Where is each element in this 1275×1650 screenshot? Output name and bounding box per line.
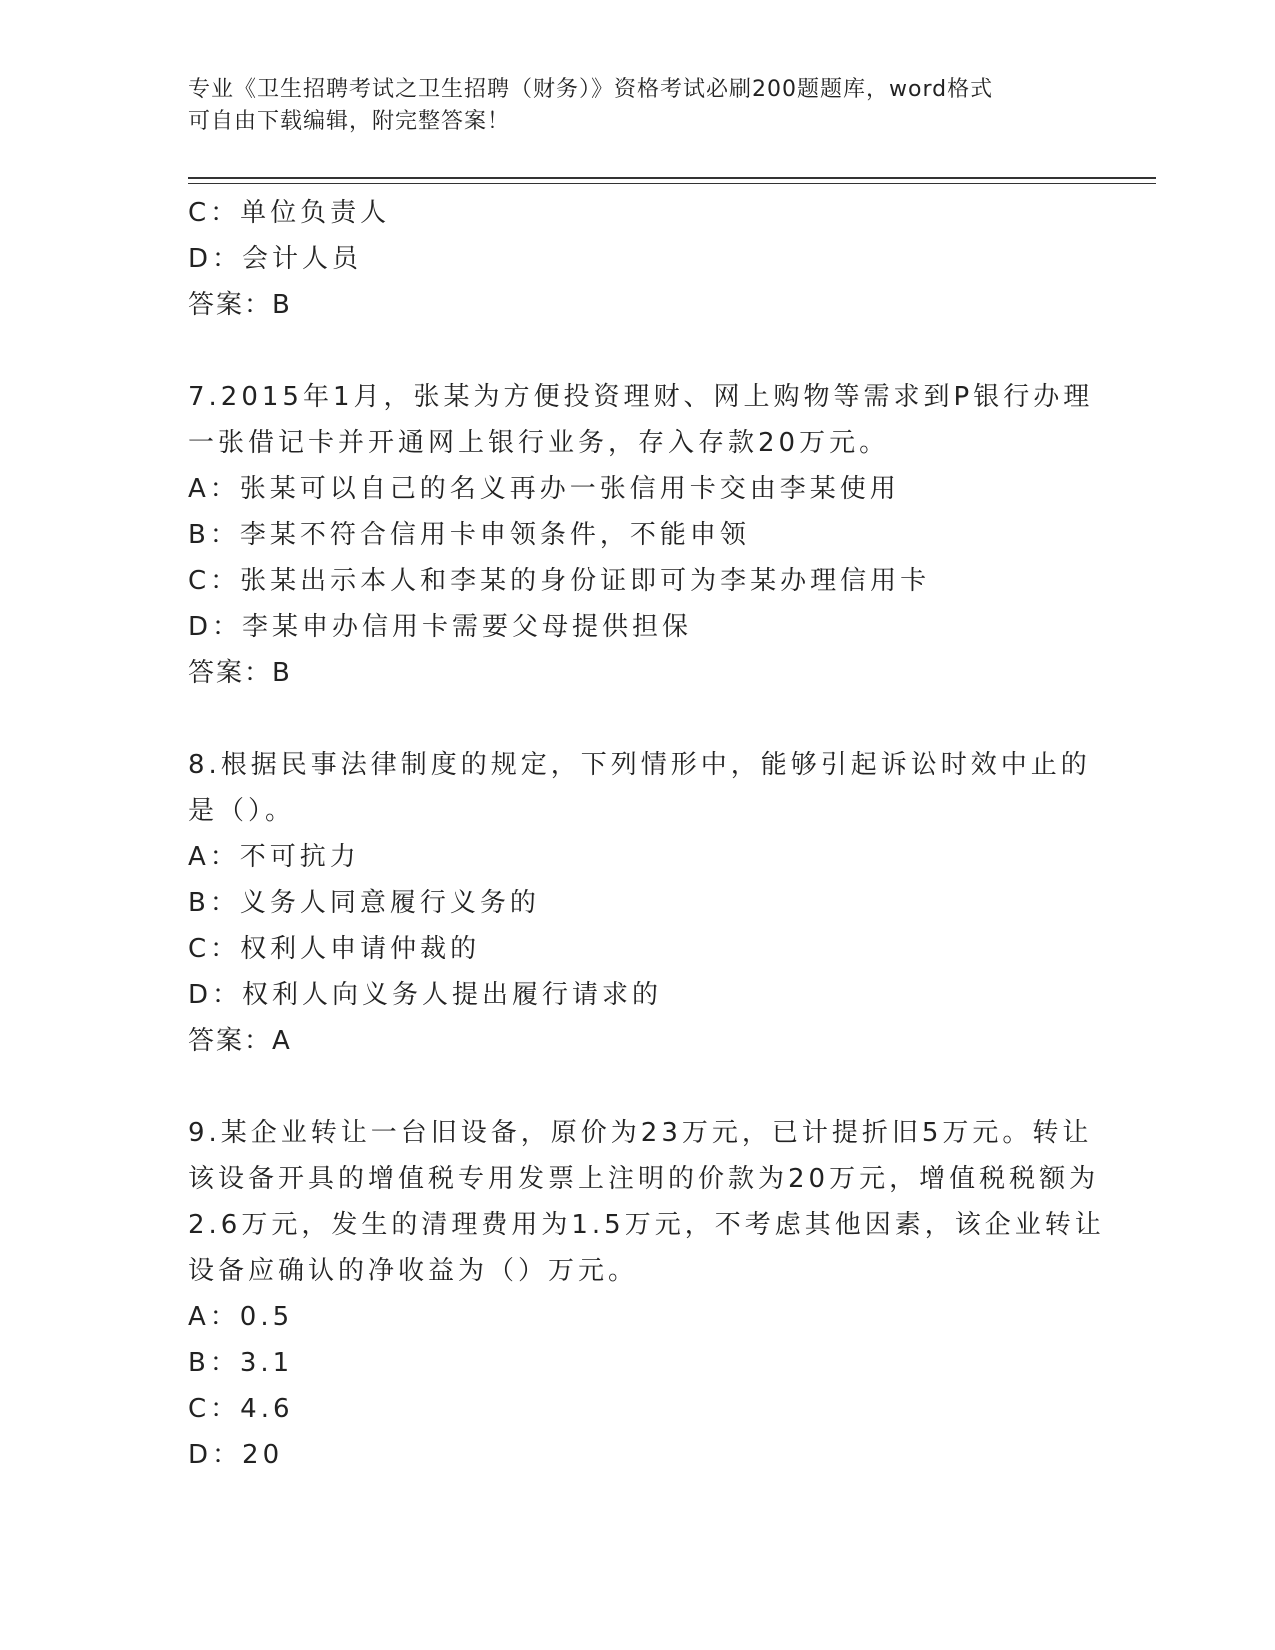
question-content: [188, 190, 1105, 1478]
option-c: C：权利人申请仲裁的: [188, 934, 481, 964]
option-b: B：义务人同意履行义务的: [188, 888, 540, 918]
option-d: D：会计人员: [188, 244, 363, 274]
question-9: [188, 1110, 1105, 1478]
spacer: [188, 1064, 1088, 1110]
question-stem-line: 2.6万元，发生的清理费用为1.5万元，不考虑其他因素，该企业转让: [188, 1210, 1105, 1240]
question-stem-line: 7.2015年1月，张某为方便投资理财、网上购物等需求到P银行办理: [188, 382, 1094, 412]
option-a: A：张某可以自己的名义再办一张信用卡交由李某使用: [188, 474, 900, 504]
answer-line: 答案：A: [188, 1026, 292, 1056]
option-d: D：20: [188, 1440, 284, 1470]
option-d: D：权利人向义务人提出履行请求的: [188, 980, 663, 1010]
option-d: D：李某申办信用卡需要父母提供担保: [188, 612, 693, 642]
spacer: [188, 328, 1088, 374]
spacer: [188, 696, 1088, 742]
option-c: C：4.6: [188, 1394, 294, 1424]
question-stem-line: 一张借记卡并开通网上银行业务，存入存款20万元。: [188, 428, 890, 458]
answer-line: 答案：B: [188, 658, 292, 688]
previous-question-tail: [188, 190, 1088, 328]
header-divider-thin: [188, 183, 1156, 184]
question-7: [188, 374, 1094, 696]
option-c: C：张某出示本人和李某的身份证即可为李某办理信用卡: [188, 566, 931, 596]
option-a: A：不可抗力: [188, 842, 360, 872]
answer-line: 答案：B: [188, 290, 292, 320]
option-c: C：单位负责人: [188, 198, 391, 228]
option-b: B：3.1: [188, 1348, 294, 1378]
option-b: B：李某不符合信用卡申领条件，不能申领: [188, 520, 750, 550]
header-title-line-1: 专业《卫生招聘考试之卫生招聘（财务）》资格考试必刷200题题库，word格式: [188, 77, 994, 102]
question-stem-line: 8.根据民事法律制度的规定，下列情形中，能够引起诉讼时效中止的: [188, 750, 1091, 780]
question-stem-line: 是（）。: [188, 796, 296, 826]
option-a: A：0.5: [188, 1302, 294, 1332]
header-title-line-2: 可自由下载编辑，附完整答案！: [188, 109, 511, 134]
page-header: [188, 74, 1088, 138]
header-divider-thick: [188, 177, 1156, 179]
question-stem-line: 该设备开具的增值税专用发票上注明的价款为20万元，增值税税额为: [188, 1164, 1100, 1194]
question-8: [188, 742, 1091, 1064]
question-stem-line: 9.某企业转让一台旧设备，原价为23万元，已计提折旧5万元。转让: [188, 1118, 1093, 1148]
question-stem-line: 设备应确认的净收益为（）万元。: [188, 1256, 639, 1286]
